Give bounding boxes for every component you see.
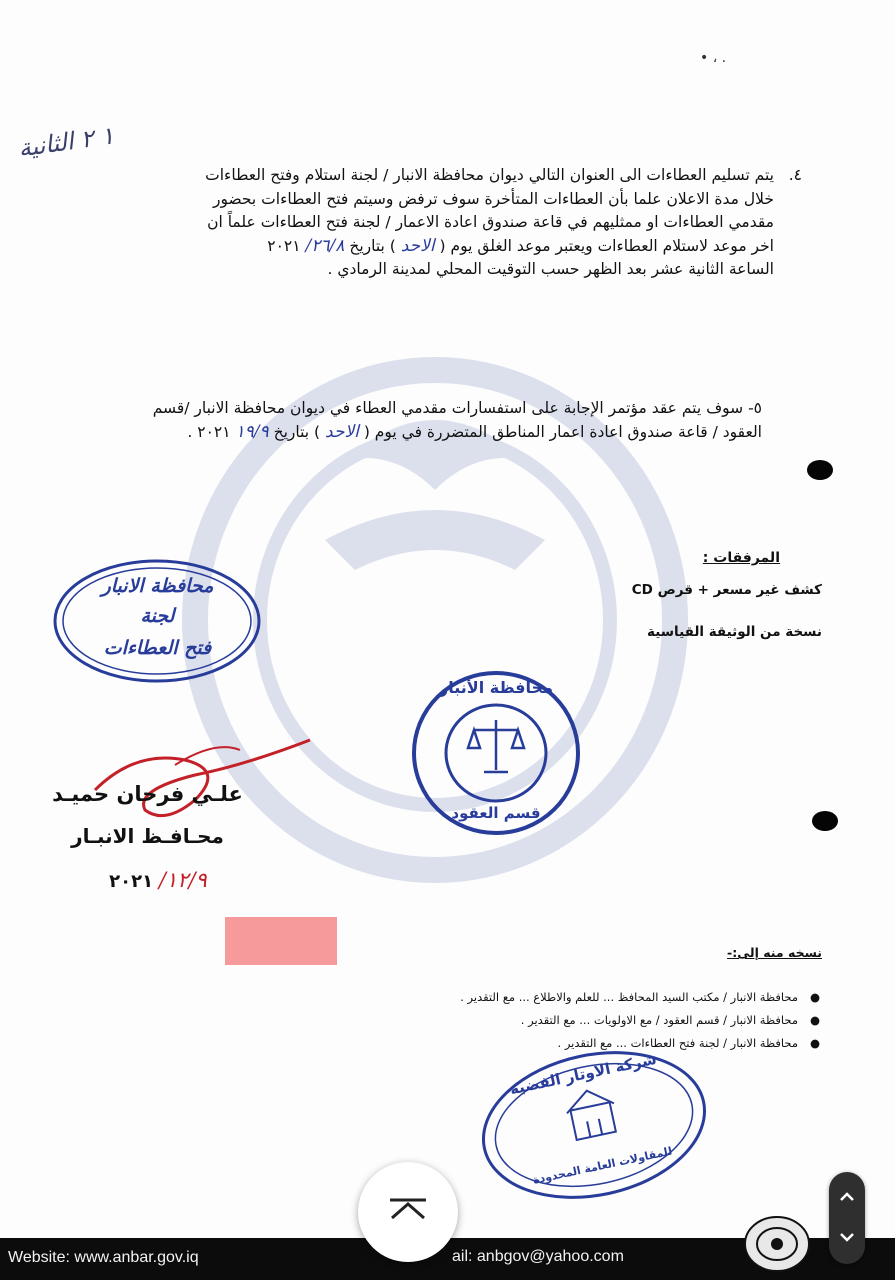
footer-email: ail: anbgov@yahoo.com xyxy=(452,1248,624,1265)
copy-recipient: ● محافظة الانبار / لجنة فتح العطاءات ... مع التقدير . xyxy=(557,1036,820,1050)
clause-4-line-4-mid: ) بتاريخ xyxy=(349,236,396,255)
chevron-up-icon xyxy=(829,1180,865,1214)
clause-5-line-2-mid: ) بتاريخ xyxy=(273,422,321,441)
stamp-company-top: شركة الاوتار الفضية xyxy=(508,1049,659,1099)
signatory-name: علـي فرحان حميـد xyxy=(52,782,243,806)
chevron-down-icon xyxy=(829,1220,865,1254)
stamp-contracts-department xyxy=(410,668,582,838)
closing-date-handwritten: ٢٦/٨/ xyxy=(305,235,345,256)
handwritten-page-label: ١ ٢ الثانية xyxy=(16,121,116,163)
building-icon xyxy=(563,1086,620,1141)
scroll-to-top-button[interactable] xyxy=(358,1162,458,1262)
bullet-icon: ● xyxy=(809,1036,820,1050)
attachment-item: نسخة من الوثيقة القياسية xyxy=(647,624,822,640)
scroll-down-button[interactable] xyxy=(829,1218,865,1258)
clause-4-line-5: الساعة الثانية عشر بعد الظهر حسب التوقيت المحلي لمدينة الرمادي . xyxy=(327,260,774,278)
signatory-date xyxy=(88,868,228,892)
stamp-contracts-bottom: قسم العقود xyxy=(451,804,541,822)
stamp-committee-line-1: محافظة الانبار xyxy=(101,575,214,597)
clause-4-year: ٢٠٢١ xyxy=(267,236,301,255)
conference-date-handwritten: ١٩/٩ xyxy=(235,421,269,442)
header-marks: • ، . xyxy=(700,50,727,66)
signatory-title: محـافـظ الانبـار xyxy=(71,824,224,848)
governorate-emblem-icon xyxy=(742,1212,812,1272)
footer-website: Website: www.anbar.gov.iq xyxy=(8,1249,199,1266)
scroll-up-button[interactable] xyxy=(829,1178,865,1218)
scales-of-justice-icon xyxy=(468,720,524,772)
punch-hole-bottom xyxy=(812,811,838,831)
stamp-company-bottom: للمقاولات العامة المحدودة xyxy=(531,1144,674,1187)
attachment-item: كشف غير مسعر + قرص CD xyxy=(631,582,822,598)
bullet-icon: ● xyxy=(809,990,820,1004)
clause-4-line-1: يتم تسليم العطاءات الى العنوان التالي ديوان محافظة الانبار / لجنة استلام وفتح العطاءات xyxy=(205,166,774,184)
chevron-up-icon xyxy=(358,1162,458,1262)
closing-day-handwritten: الاحد xyxy=(400,235,435,256)
governor-signature xyxy=(75,720,325,830)
signature-date-handwritten: ١٢/٩/ xyxy=(158,868,207,892)
stamp-bid-opening-committee xyxy=(50,555,264,687)
clause-5-year: ٢٠٢١ . xyxy=(187,422,231,441)
copies-heading: نسخه منه إلى:- xyxy=(727,945,822,960)
stamp-contracts-top: محافظة الأنبار xyxy=(439,678,553,697)
clause-5-line-1: ٥- سوف يتم عقد مؤتمر الإجابة على استفسارات مقدمي العطاء في ديوان محافظة الانبار /قسم xyxy=(152,399,762,417)
clause-5 xyxy=(40,397,762,444)
conference-day-handwritten: الاحد xyxy=(325,421,359,442)
redaction-block xyxy=(225,917,337,965)
clause-4-line-4-prefix: اخر موعد لاستلام العطاءات ويعتبر موعد الغلق يوم ( xyxy=(439,236,774,255)
clause-4-number: ٤. xyxy=(788,166,802,184)
stamp-committee-line-2: لجنة xyxy=(140,605,175,627)
punch-hole-top xyxy=(807,460,833,480)
stamp-committee-line-3: فتح العطاءات xyxy=(103,637,212,659)
signature-year: ٢٠٢١ xyxy=(109,871,154,892)
stamp-contractor-company xyxy=(465,1028,723,1223)
clause-4-line-3: مقدمي العطاءات او ممثليهم في قاعة صندوق اعادة الاعمار / لجنة فتح العطاءات علماً ان xyxy=(207,213,774,231)
attachments-heading: المرفقات : xyxy=(702,550,780,566)
page-scroller xyxy=(829,1172,865,1264)
clause-4 xyxy=(36,164,802,282)
copy-recipient: ● محافظة الانبار / مكتب السيد المحافظ ... للعلم والاطلاع ... مع التقدير . xyxy=(460,990,820,1004)
clause-4-line-2: خلال مدة الاعلان علما بأن العطاءات المتأخرة سوف ترفض وسيتم فتح العطاءات بحضور xyxy=(212,189,774,208)
copy-recipient: ● محافظة الانبار / قسم العقود / مع الاولويات ... مع التقدير . xyxy=(520,1013,820,1027)
clause-5-line-2-prefix: العقود / قاعة صندوق اعادة اعمار المناطق المتضررة في يوم ( xyxy=(363,422,762,441)
bullet-icon: ● xyxy=(809,1013,820,1027)
